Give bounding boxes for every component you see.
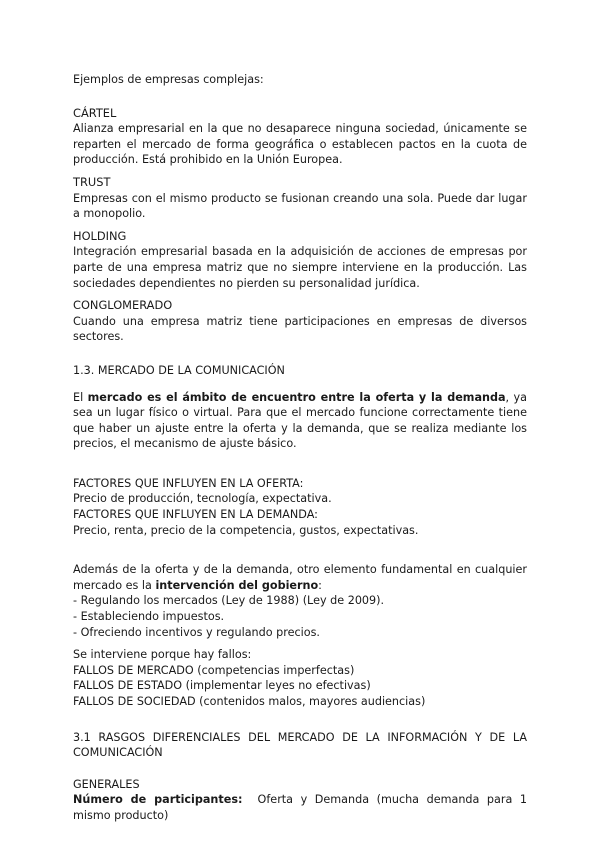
intro-title: Ejemplos de empresas complejas:	[73, 73, 264, 86]
mercado-rest: , ya sea un lugar físico o virtual. Para que el mercado funcione correctamente tiene que haber un ajuste entre la oferta y la demanda, que se realiza mediante los precios, el mecanismo de ajuste básico.	[73, 390, 528, 451]
subheading-generales: GENERALES	[73, 777, 140, 791]
mercado-definition-bold: mercado es el ámbito de encuentro entre la oferta y la demanda	[87, 390, 506, 404]
document-body	[73, 72, 531, 824]
fallo-item: FALLOS DE MERCADO (competencias imperfectas)	[73, 663, 355, 677]
entry-term: TRUST	[73, 174, 111, 189]
intervention-lead: Además de la oferta y de la demanda, otro elemento fundamental en cualquier mercado es la	[73, 563, 527, 592]
intervention-block	[73, 562, 527, 709]
factors-oferta-label: FACTORES QUE INFLUYEN EN LA OFERTA:	[73, 476, 304, 490]
mercado-paragraph	[73, 390, 527, 452]
intervention-bold: intervención del gobierno	[155, 578, 319, 592]
entry-term: CONGLOMERADO	[73, 298, 173, 313]
fallo-item: FALLOS DE SOCIEDAD (contenidos malos, mayores audiencias)	[73, 695, 426, 708]
entry-text: Integración empresarial basada en la adquisición de acciones de empresas por parte de una empresa matriz que no siempre interviene en la producción. Las sociedades dependientes no pierden su personalidad jurídica.	[73, 245, 527, 290]
factors-demanda-text: Precio, renta, precio de la competencia, gustos, expectativas.	[73, 523, 419, 537]
entry-term: CÁRTEL	[73, 105, 117, 120]
factors-demanda-label: FACTORES QUE INFLUYEN EN LA DEMANDA:	[73, 508, 318, 522]
participantes-label: Número de participantes:	[73, 793, 243, 807]
entry-cartel	[73, 106, 527, 168]
intervention-item: - Ofreciendo incentivos y regulando precios.	[73, 625, 320, 639]
entry-text: Empresas con el mismo producto se fusionan creando una sola. Puede dar lugar a monopolio.	[73, 191, 527, 221]
participantes-item	[73, 792, 531, 823]
intervention-item: - Regulando los mercados (Ley de 1988) (Ley de 2009).	[73, 594, 385, 608]
intervention-item: - Estableciendo impuestos.	[73, 610, 225, 624]
entry-trust	[73, 175, 527, 222]
participantes-text: Oferta y Demanda (mucha demanda para 1 mismo producto)	[73, 793, 531, 822]
factors-block	[73, 476, 527, 538]
intervention-tail: :	[318, 578, 322, 592]
fallos-intro: Se interviene porque hay fallos:	[73, 648, 252, 662]
entry-text: Alianza empresarial en la que no desaparece ninguna sociedad, únicamente se reparten el mercado de forma geográfica o establecen pactos en la cuota de producción. Está prohibido en la Unión Europea.	[73, 122, 527, 167]
section-heading-1-3: 1.3. MERCADO DE LA COMUNICACIÓN	[73, 363, 285, 377]
section-heading-3-1: 3.1 RASGOS DIFERENCIALES DEL MERCADO DE LA INFORMACIÓN Y DE LA COMUNICACIÓN	[73, 730, 527, 760]
entry-text: Cuando una empresa matriz tiene participaciones en empresas de diversos sectores.	[73, 314, 527, 344]
entry-term: HOLDING	[73, 228, 127, 243]
fallo-item: FALLOS DE ESTADO (implementar leyes no efectivas)	[73, 679, 371, 693]
entry-conglomerado	[73, 298, 527, 345]
intervention-paragraph	[73, 562, 527, 593]
entry-holding	[73, 229, 527, 291]
mercado-lead: El	[73, 390, 88, 404]
factors-oferta-text: Precio de producción, tecnología, expectativa.	[73, 492, 332, 506]
